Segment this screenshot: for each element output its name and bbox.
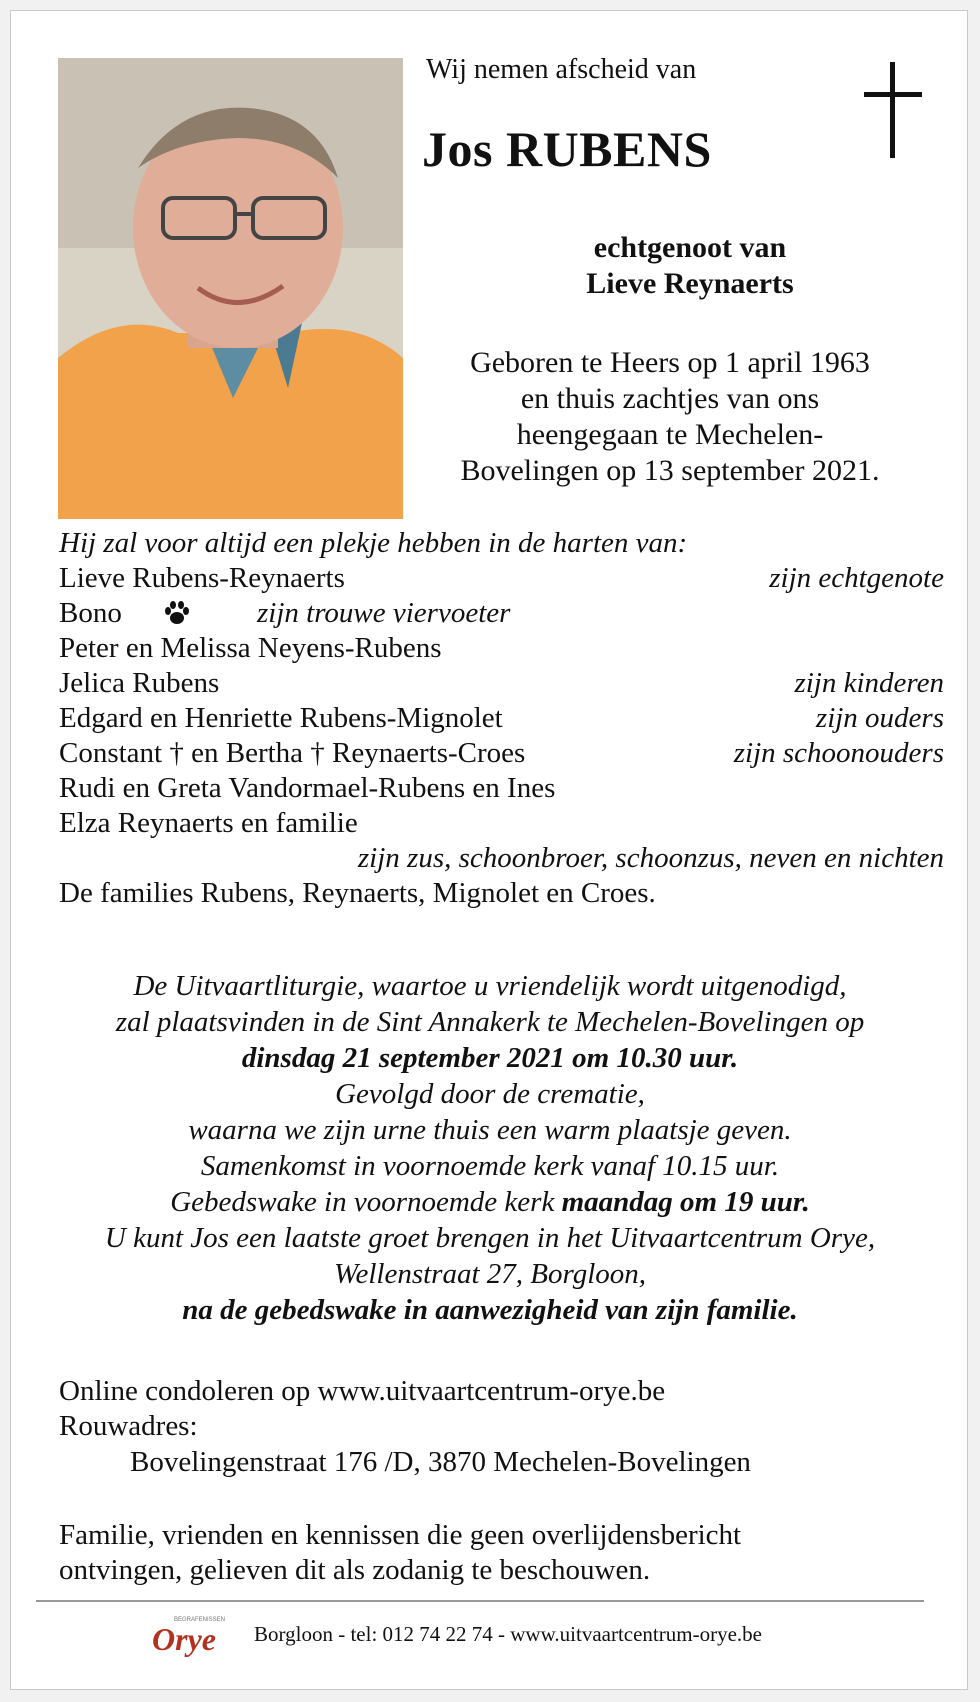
ceremony-block [40, 968, 940, 1328]
ceremony-line: Wellenstraat 27, Borgloon, [333, 1258, 647, 1290]
ceremony-line-wake [40, 1184, 940, 1220]
spouse-block [470, 230, 910, 302]
paw-icon [163, 600, 191, 634]
logo-small-text: BEGRAFENISSEN [174, 1617, 226, 1623]
family-relation: zijn schoonouders [733, 737, 944, 769]
family-member-name: Bono [59, 597, 122, 629]
family-relation: zijn zus, schoonbroer, schoonzus, neven en nichten [357, 842, 944, 874]
notice-line-1: Familie, vrienden en kennissen die geen overlijdensbericht [59, 1519, 742, 1551]
family-intro: Hij zal voor altijd een plekje hebben in de harten van: [59, 527, 688, 559]
ceremony-line: waarna we zijn urne thuis een warm plaatsje geven. [188, 1114, 792, 1146]
online-condolences: Online condoleren op www.uitvaartcentrum-orye.be [59, 1375, 666, 1407]
family-row [59, 596, 944, 630]
ceremony-date: dinsdag 21 september 2021 om 10.30 uur. [241, 1042, 739, 1074]
family-member-name: Jelica Rubens [59, 667, 220, 699]
family-row [59, 806, 944, 840]
born-line-2: en thuis zachtjes van ons [520, 382, 820, 415]
logo-text: Orye [152, 1621, 216, 1657]
family-row [59, 771, 944, 805]
family-member-name: Elza Reynaerts en familie [59, 807, 358, 839]
family-row [59, 876, 944, 910]
orye-logo [152, 1615, 232, 1659]
ceremony-line: De Uitvaartliturgie, waartoe u vriendelijk wordt uitgenodigd, [133, 970, 847, 1002]
family-relation: zijn ouders [815, 702, 944, 734]
family-row [59, 701, 944, 735]
born-line-3: heengegaan te Mechelen- [516, 418, 824, 451]
born-line-4: Bovelingen op 13 september 2021. [460, 454, 880, 487]
birth-death-block [430, 345, 910, 489]
spouse-line-1: echtgenoot van [593, 231, 787, 264]
family-member-name: De families Rubens, Reynaerts, Mignolet en Croes. [59, 877, 656, 909]
ceremony-line: Gevolgd door de crematie, [335, 1078, 645, 1110]
footer-divider [36, 1600, 924, 1602]
family-member-name: Rudi en Greta Vandormael-Rubens en Ines [59, 772, 556, 804]
family-row [59, 666, 944, 700]
born-line-1: Geboren te Heers op 1 april 1963 [470, 346, 870, 379]
spouse-line-2: Lieve Reynaerts [586, 267, 794, 300]
family-relation: zijn kinderen [794, 667, 944, 699]
family-member-name: Lieve Rubens-Reynaerts [59, 562, 345, 594]
ceremony-line: U kunt Jos een laatste groet brengen in het Uitvaartcentrum Orye, [104, 1222, 876, 1254]
wake-time: maandag om 19 uur. [561, 1186, 810, 1218]
footer-contact: Borgloon - tel: 012 74 22 74 - www.uitvaartcentrum-orye.be [254, 1622, 762, 1646]
family-member-name: Constant † en Bertha † Reynaerts-Croes [59, 737, 526, 769]
portrait-photo [58, 58, 403, 519]
cross-icon [864, 62, 922, 158]
ceremony-line: na de gebedswake in aanwezigheid van zijn familie. [182, 1294, 798, 1326]
family-row [59, 561, 944, 595]
family-relation: zijn trouwe viervoeter [257, 597, 511, 629]
deceased-name: Jos RUBENS [422, 121, 712, 177]
family-member-name: Peter en Melissa Neyens-Rubens [59, 632, 442, 664]
rouwadres-label: Rouwadres: [59, 1410, 198, 1442]
intro-text: Wij nemen afscheid van [426, 54, 697, 85]
ceremony-line: Samenkomst in voornoemde kerk vanaf 10.15 uur. [200, 1150, 780, 1182]
rouwadres: Bovelingenstraat 176 /D, 3870 Mechelen-Bovelingen [130, 1446, 751, 1478]
notice-line-2: ontvingen, gelieven dit als zodanig te beschouwen. [59, 1554, 651, 1586]
family-row [59, 736, 944, 770]
family-relation: zijn echtgenote [769, 562, 944, 594]
family-row [59, 631, 944, 665]
family-member-name: Edgard en Henriette Rubens-Mignolet [59, 702, 503, 734]
wake-text: Gebedswake in voornoemde kerk [170, 1186, 562, 1218]
ceremony-line: zal plaatsvinden in de Sint Annakerk te Mechelen-Bovelingen op [115, 1006, 865, 1038]
